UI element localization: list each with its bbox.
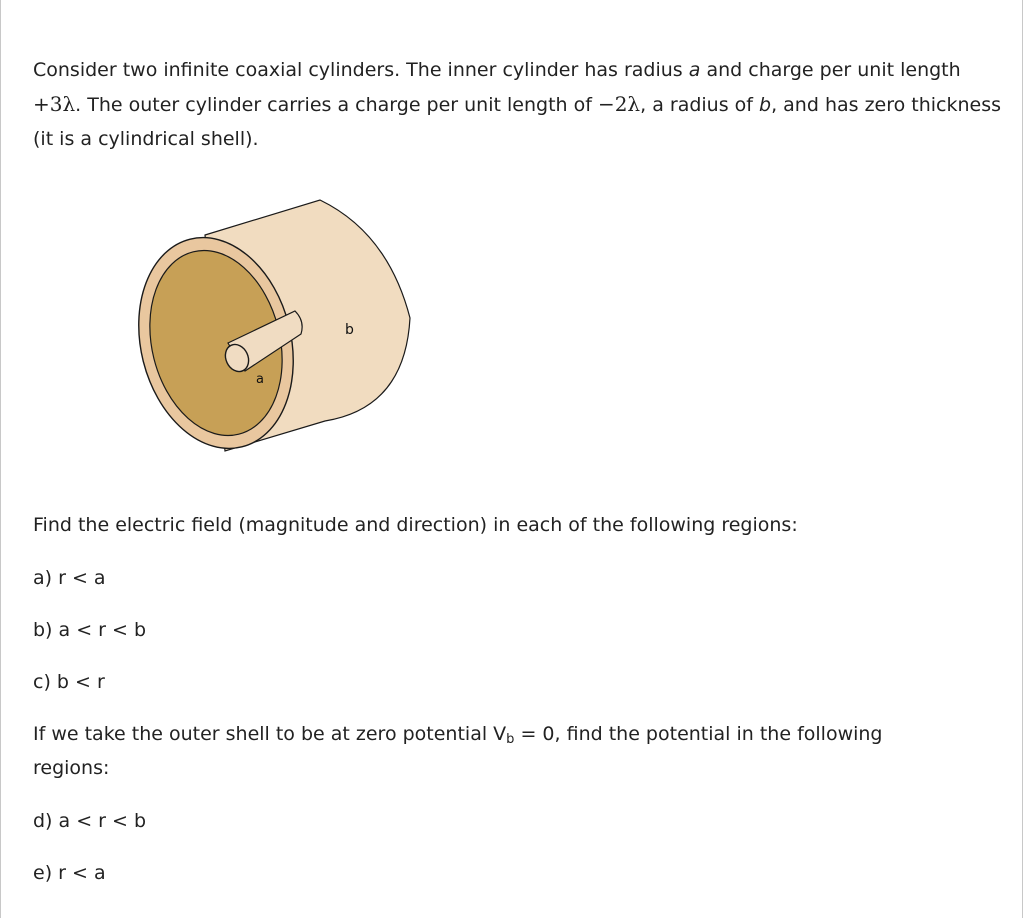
var-b: b [759,94,772,116]
label-a: a [256,372,264,387]
question-e: e) r < a [33,862,106,884]
coaxial-cylinder-figure [105,188,425,478]
question-a: a) r < a [33,567,106,589]
label-b: b [345,322,354,338]
intro-text-3: . The outer cylinder carries a charge per unit length of [75,94,598,116]
intro-text-2: and charge per unit length [700,59,961,81]
field-prompt: Find the electric field (magnitude and direction) in each of the following regions: [33,514,798,536]
question-c: c) b < r [33,671,105,693]
question-b: b) a < r < b [33,619,147,641]
potential-subscript: b [506,732,515,747]
intro-text-5: , and has zero thickness (it is a cylindrical shell). [33,94,1002,150]
outer-charge: −2λ [597,92,641,116]
intro-text-1: Consider two infinite coaxial cylinders. The inner cylinder has radius [33,59,689,81]
potential-prompt-start: If we take the outer shell to be at zero potential V [33,723,507,745]
potential-prompt [33,717,933,785]
intro-text-4: , a radius of [640,94,760,116]
question-d: d) a < r < b [33,810,147,832]
potential-prompt-end: = 0, find the potential in the following regions: [33,723,883,779]
problem-intro [33,53,1008,156]
inner-charge: +3λ [33,92,76,116]
coaxial-cylinder-diagram [105,188,425,478]
var-a: a [688,59,701,81]
